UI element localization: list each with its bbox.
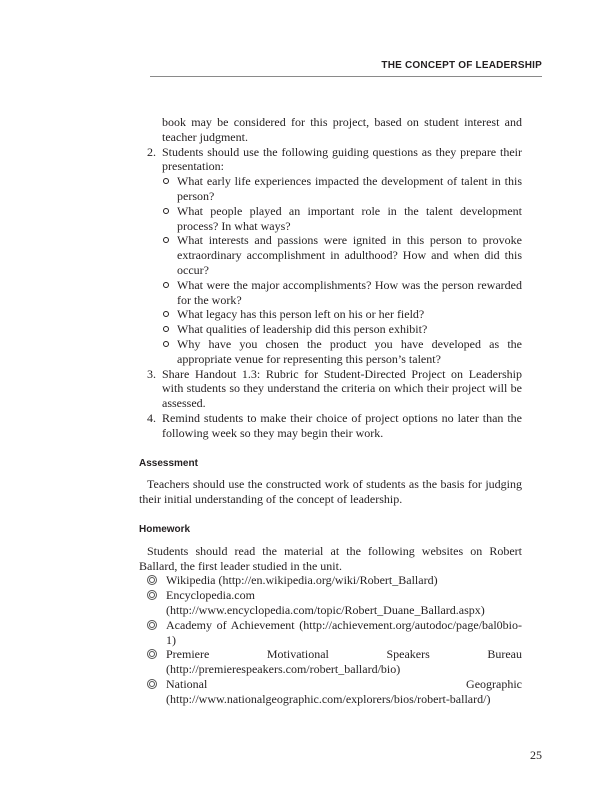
website-text: Premiere Motivational Speakers Bureau (http://premierespeakers.com/robert_ballard/bio) [166,647,522,677]
website-text: National Geographic (http://www.nationalgeographic.com/explorers/bios/robert-ballard/) [166,676,522,706]
running-head: THE CONCEPT OF LEADERSHIP [381,60,542,71]
question-item [162,174,522,204]
assessment-heading: Assessment [139,457,198,469]
step-text: Share Handout 1.3: Rubric for Student-Directed Project on Leadership with students so they understand the criteria on which their project will be assessed. [162,366,522,411]
hollow-circle-bullet-icon [163,282,169,288]
step-number: 4. [147,410,156,425]
website-item [147,677,522,707]
website-text: Academy of Achievement (http://achievement.org/autodoc/page/bal0bio-1) [166,617,522,647]
website-item [147,573,522,588]
step-text: Remind students to make their choice of project options no later than the following week so they may begin their work. [162,410,522,440]
question-text: What qualities of leadership did this person exhibit? [177,322,428,337]
target-bullet-icon [149,592,155,598]
question-item [162,322,522,337]
step-number: 3. [147,366,156,381]
hollow-circle-bullet-icon [163,326,169,332]
step-item [147,367,522,411]
question-item [162,337,522,367]
website-item [147,618,522,648]
target-bullet-icon [149,577,155,583]
question-text: What were the major accomplishments? How was the person rewarded for the work? [177,277,522,307]
question-text: What legacy has this person left on his or her field? [177,307,425,322]
website-item [147,647,522,677]
guiding-questions-list [162,174,522,366]
question-item [162,233,522,277]
target-bullet-icon [149,622,155,628]
homework-heading: Homework [139,523,191,535]
step-number: 2. [147,144,156,159]
homework-text: Students should read the material at the following websites on Robert Ballard, the first leader studied in the unit. [139,543,522,573]
intro-continuation: book may be considered for this project, based on student interest and teacher judgment. [162,115,522,144]
hollow-circle-bullet-icon [163,341,169,347]
website-list [147,573,522,706]
hollow-circle-bullet-icon [163,208,169,214]
question-item [162,307,522,322]
website-item [147,588,522,618]
hollow-circle-bullet-icon [163,237,169,243]
assessment-text: Teachers should use the constructed work of students as the basis for judging their initial understanding of the concept of leadership. [139,477,522,507]
question-item [162,278,522,308]
question-item [162,204,522,234]
question-text: Why have you chosen the product you have developed as the appropriate venue for representing this person’s talent? [177,336,522,366]
hollow-circle-bullet-icon [163,311,169,317]
steps-list [147,145,522,441]
page-body [139,115,522,706]
website-text: Wikipedia (http://en.wikipedia.org/wiki/Robert_Ballard) [166,573,438,588]
hollow-circle-bullet-icon [163,178,169,184]
header-rule [150,76,542,77]
question-text: What people played an important role in the talent development process? In what ways? [177,203,522,233]
step-item [147,145,522,367]
question-text: What early life experiences impacted the development of talent in this person? [177,174,522,203]
question-text: What interests and passions were ignited in this person to provoke extraordinary accomplishment in adulthood? How and when did this occur? [177,233,522,277]
target-bullet-icon [149,651,155,657]
target-bullet-icon [149,681,155,687]
step-item [147,411,522,441]
page-number: 25 [530,748,542,762]
step-text: Students should use the following guiding questions as they prepare their presentation: [162,144,522,174]
website-text: Encyclopedia.com (http://www.encyclopedia.com/topic/Robert_Duane_Ballard.aspx) [166,588,485,617]
